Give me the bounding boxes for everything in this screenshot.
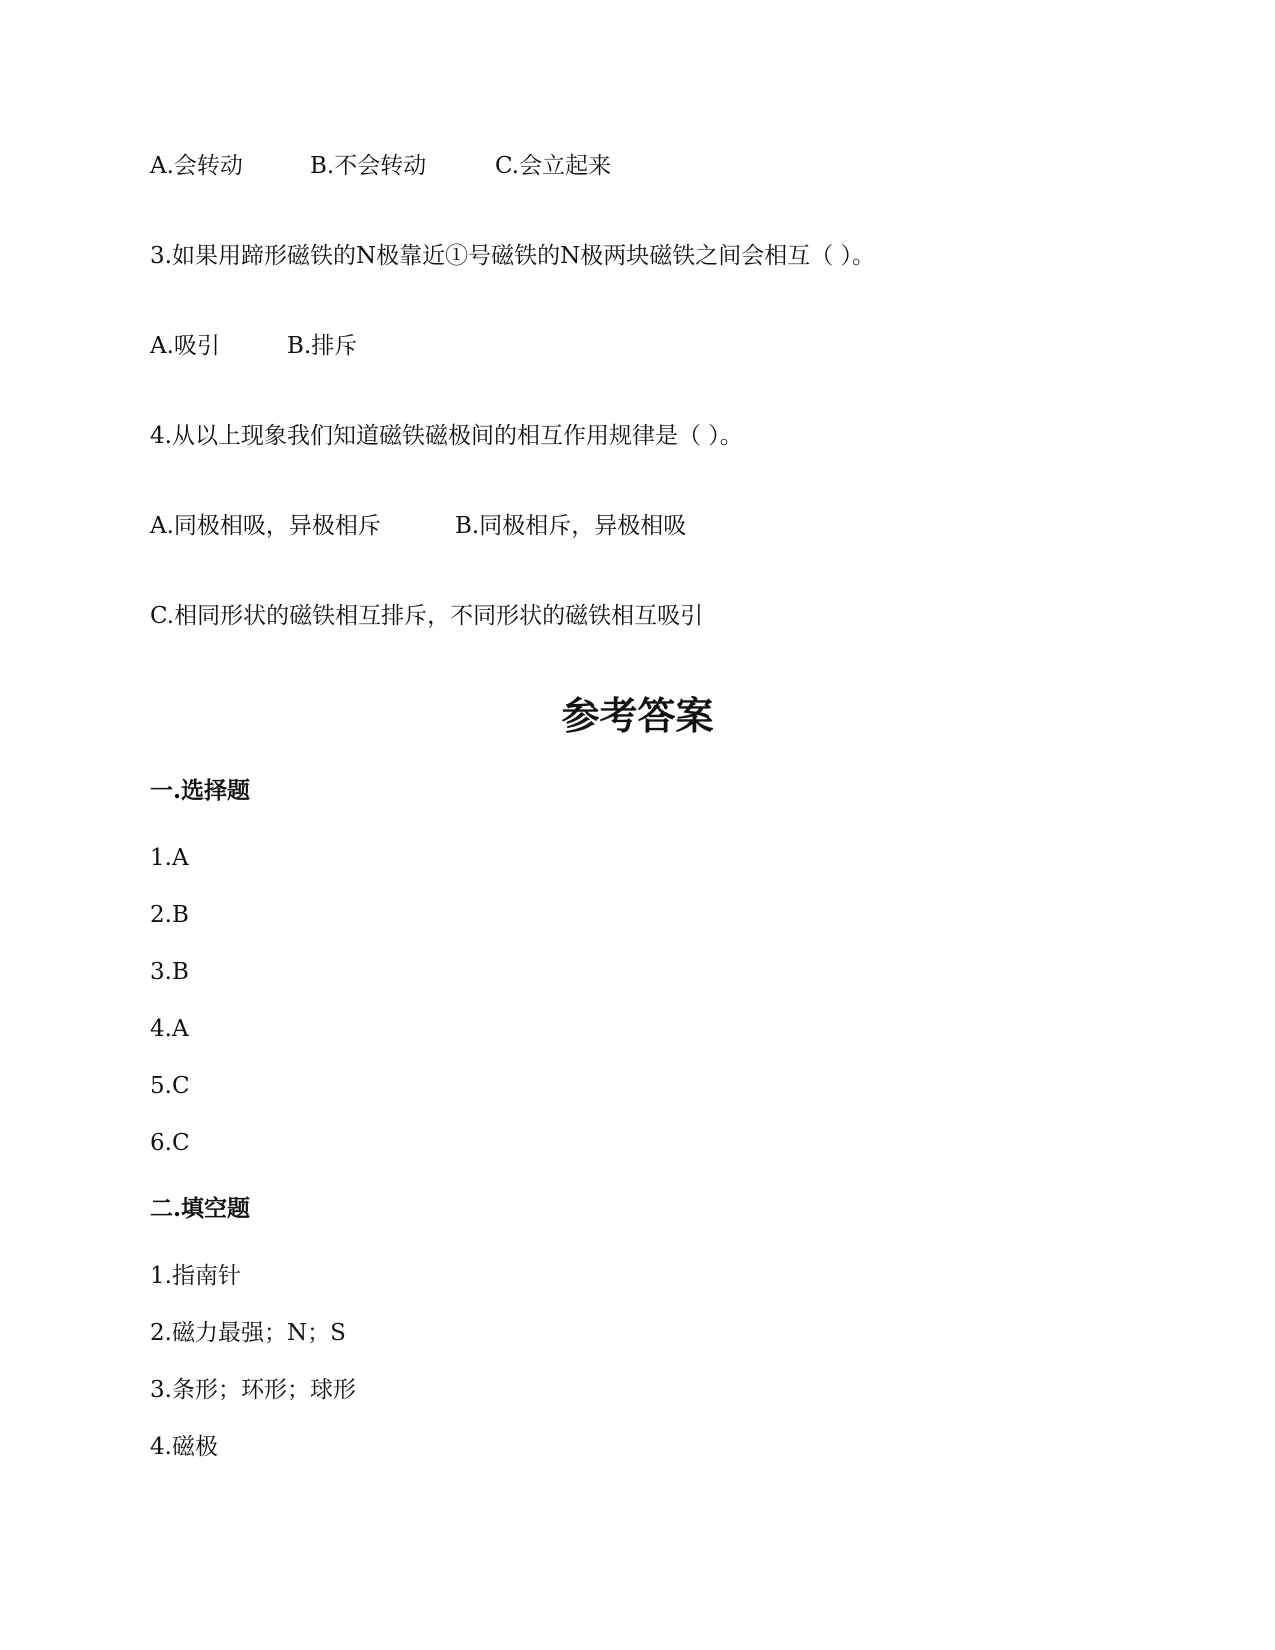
choice-answer-1: 1.A: [150, 845, 189, 871]
q4-option-b: B.同极相斥，异极相吸: [455, 513, 687, 539]
q3-option-a: A.吸引: [150, 333, 220, 359]
q3-text: 3.如果用蹄形磁铁的N极靠近①号磁铁的N极两块磁铁之间会相互（ ）。: [150, 243, 876, 269]
choice-answer-4: 4.A: [150, 1016, 189, 1042]
choice-answer-2: 2.B: [150, 902, 189, 928]
q3-option-b: B.排斥: [287, 333, 358, 359]
fill-answer-4: 4.磁极: [150, 1434, 218, 1460]
answer-key-title: 参考答案: [561, 693, 714, 738]
choice-answer-5: 5.C: [150, 1073, 190, 1099]
choice-answer-6: 6.C: [150, 1130, 190, 1156]
q2-options-row: [150, 151, 611, 181]
fill-answer-3: 3.条形；环形；球形: [150, 1377, 356, 1403]
q2-option-c: C.会立起来: [495, 153, 612, 179]
q2-option-b: B.不会转动: [310, 153, 427, 179]
fill-answer-1: 1.指南针: [150, 1263, 241, 1289]
choice-answer-3: 3.B: [150, 959, 189, 985]
q4-text: 4.从以上现象我们知道磁铁磁极间的相互作用规律是（ ）。: [150, 423, 743, 449]
q4-option-c: C.相同形状的磁铁相互排斥，不同形状的磁铁相互吸引: [150, 603, 704, 629]
q4-options-row: [150, 511, 686, 541]
section-choice-heading: 一.选择题: [150, 777, 251, 804]
q3-options-row: [150, 331, 357, 361]
q2-option-a: A.会转动: [150, 153, 243, 179]
fill-answer-2: 2.磁力最强；N；S: [150, 1320, 346, 1346]
section-fill-heading: 二.填空题: [150, 1195, 251, 1222]
q4-option-a: A.同极相吸，异极相斥: [150, 513, 381, 539]
